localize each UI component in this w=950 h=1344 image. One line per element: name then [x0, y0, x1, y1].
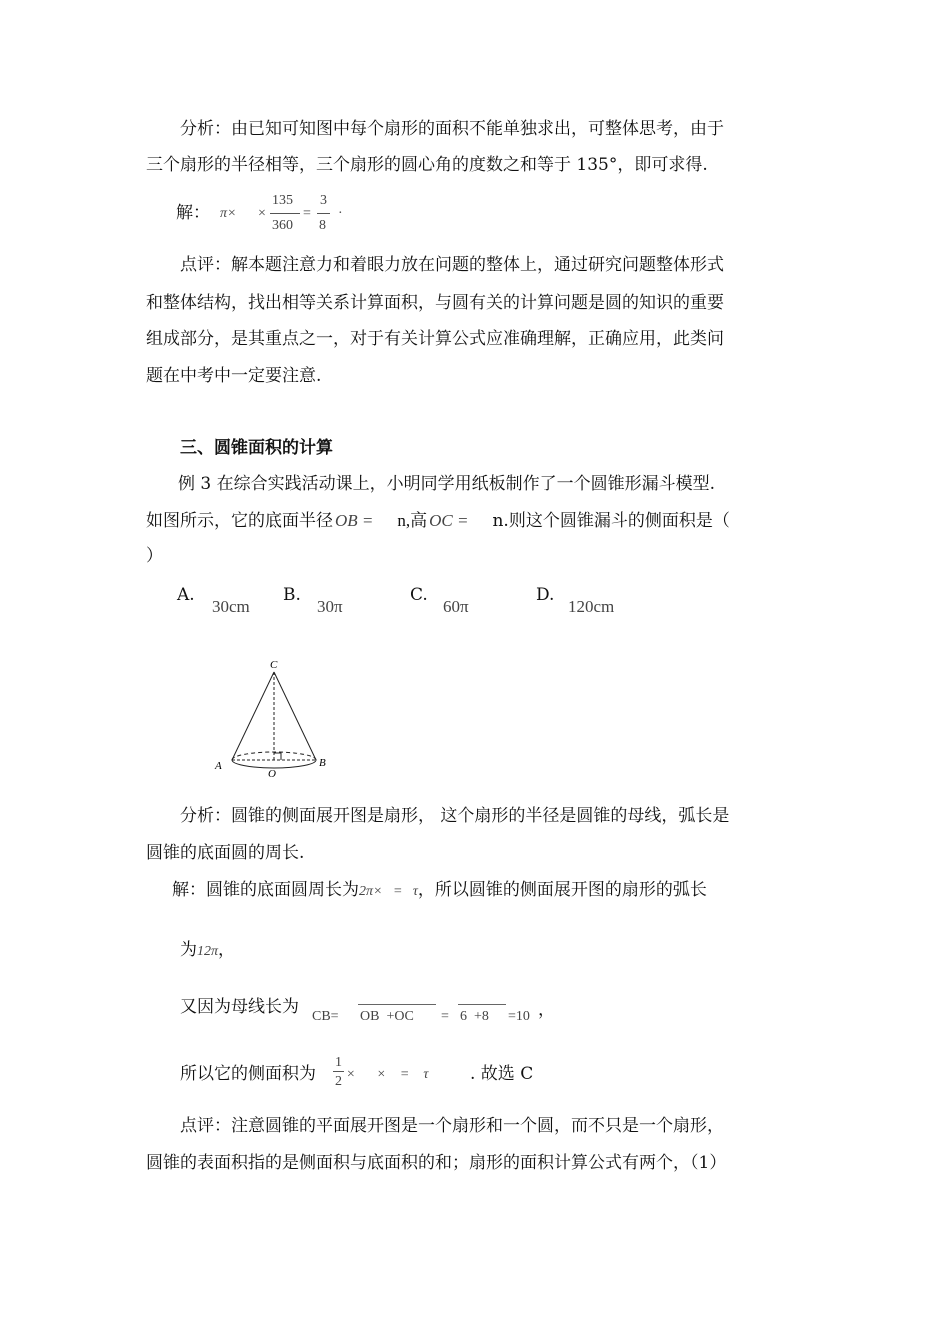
label-b: B: [319, 757, 326, 769]
example3-unit1: n,高: [397, 511, 428, 530]
solution1-fraction-numerator: 135: [272, 193, 293, 208]
option-c-value: 60π: [443, 597, 469, 616]
section3-title: 三、圆锥面积的计算: [180, 438, 333, 458]
half-denominator: 2: [335, 1074, 342, 1089]
solution3-expr3-eq: =: [441, 1009, 449, 1024]
solution1-label: 解：: [176, 203, 210, 223]
example3-line2: [146, 512, 730, 530]
comment1-line3: 组成部分，是其重点之一，对于有关计算公式应准确理解，正确应用，此类问: [146, 329, 724, 349]
solution1-times: ×: [258, 206, 266, 221]
option-c-letter: C.: [410, 585, 428, 605]
half-bar: [333, 1071, 344, 1072]
sqrt-bar-2: [458, 1004, 506, 1005]
solution3-expr3-cb: CB=: [312, 1009, 339, 1024]
analysis1-line1: 分析：由已知可知图中每个扇形的面积不能单独求出，可整体思考，由于: [180, 119, 724, 139]
label-a: A: [215, 760, 222, 772]
option-a-value: 30cm: [212, 597, 250, 616]
comment3-line1: 点评：注意圆锥的平面展开图是一个扇形和一个圆，而不只是一个扇形，: [180, 1116, 724, 1136]
option-b-value: 30π: [317, 597, 343, 616]
solution1-result-numerator: 3: [320, 193, 327, 208]
comment1-line2: 和整体结构，找出相等关系计算面积，与圆有关的计算问题是圆的知识的重要: [146, 293, 724, 313]
comment1-line4: 题在中考中一定要注意.: [146, 366, 322, 386]
solution3-line2: [180, 942, 235, 959]
right-angle-mark: [274, 753, 281, 760]
analysis1-line2: 三个扇形的半径相等，三个扇形的圆心角的度数之和等于 135°，即可求得.: [146, 155, 708, 175]
cone-edge-left: [232, 672, 274, 760]
analysis3-line2: 圆锥的底面圆的周长.: [146, 843, 305, 863]
solution1-equals: =: [303, 206, 311, 221]
cone-figure: [210, 655, 335, 780]
example3-line3: ）: [146, 546, 163, 566]
solution1-fraction-denominator: 360: [272, 218, 293, 233]
comment3-line2: 圆锥的表面积指的是侧面积与底面积的和；扇形的面积计算公式有两个，（1）: [146, 1153, 727, 1173]
solution3-expr2: 12π: [197, 944, 219, 959]
example3-line1: 例 3 在综合实践活动课上，小明同学用纸板制作了一个圆锥形漏斗模型.: [178, 474, 716, 494]
solution3-line1: [172, 882, 707, 899]
solution3-line2-rest: ，: [218, 940, 236, 960]
option-a-letter: A.: [177, 585, 195, 605]
solution3-line3-text: 又因为母线长为: [180, 997, 299, 1017]
half-numerator: 1: [335, 1055, 342, 1070]
example3-unit2: n.则这个圆锥漏斗的侧面积是（: [492, 511, 730, 531]
solution1-result-denominator: 8: [319, 218, 326, 233]
solution3-line1-text: 解：圆锥的底面圆周长为: [172, 880, 359, 900]
solution3-expr1: 2π× = τ: [359, 884, 418, 899]
sqrt-bar-1: [358, 1004, 436, 1005]
solution1-result-bar: [317, 213, 330, 214]
label-o: O: [268, 768, 276, 780]
example3-line2-text: 如图所示，它的底面半径: [146, 511, 333, 531]
solution3-line4-text: 所以它的侧面积为: [180, 1064, 316, 1084]
solution1-pi-times: π×: [220, 206, 237, 221]
solution3-expr4: × × = τ: [346, 1067, 429, 1082]
example3-oc: OC =: [429, 511, 469, 530]
solution3-line3-comma: ，: [538, 1000, 555, 1020]
cone-edge-right: [274, 672, 316, 760]
option-b-letter: B.: [283, 585, 301, 605]
label-c: C: [270, 659, 278, 671]
example3-ob: OB =: [335, 511, 374, 530]
analysis3-line1: 分析：圆锥的侧面展开图是扇形， 这个扇形的半径是圆锥的母线，弧长是: [180, 806, 730, 826]
solution3-expr3-ob-oc: OB +OC: [360, 1009, 414, 1024]
comment1-line1: 点评：解本题注意力和着眼力放在问题的整体上，通过研究问题整体形式: [180, 255, 724, 275]
solution3-line4-rest: . 故选 C: [470, 1064, 534, 1084]
solution3-line2-text: 为: [180, 940, 197, 960]
solution3-expr3-result: =10: [508, 1009, 530, 1024]
solution3-expr3-nums: 6 +8: [460, 1009, 489, 1024]
solution1-trailing-dot: ·: [338, 206, 343, 221]
solution3-line1-rest: ，所以圆锥的侧面展开图的扇形的弧长: [417, 880, 707, 900]
option-d-value: 120cm: [568, 597, 615, 616]
solution1-fraction-bar: [270, 213, 300, 214]
option-d-letter: D.: [536, 585, 555, 605]
